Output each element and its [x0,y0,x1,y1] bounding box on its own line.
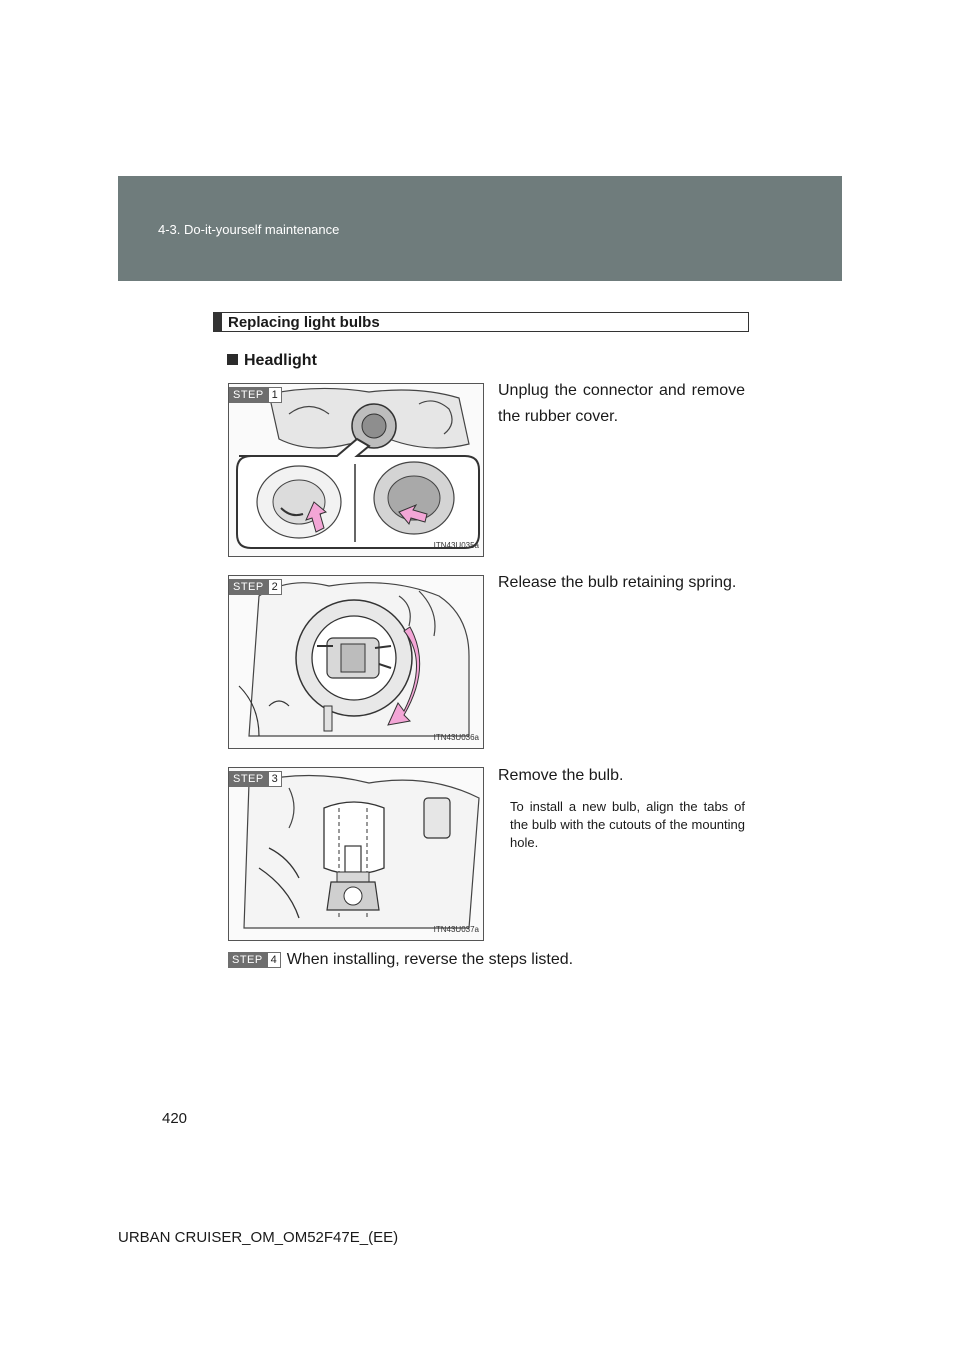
step-1-text: Unplug the connector and remove the rubber cover. [498,382,745,425]
step-number: 1 [268,387,282,403]
step-3-figure [228,767,484,941]
subheading-text: Headlight [244,352,317,369]
step-2-badge [229,579,282,595]
step-3-badge [229,771,282,787]
header-band [118,176,842,281]
step-label: STEP [228,952,267,968]
bulb-removal-illustration [229,768,484,941]
headlight-connector-illustration [229,384,484,557]
step-4-text: When installing, reverse the steps listed. [286,951,574,968]
figure-code: ITN43U036a [433,733,479,742]
step-2-text: Release the bulb retaining spring. [498,574,737,591]
step-2-figure [228,575,484,749]
step-4-badge [228,952,281,968]
figure-code: ITN43U037a [433,925,479,934]
step-3-text: Remove the bulb. [498,767,624,784]
step-number: 4 [267,952,281,968]
step-4 [228,951,573,969]
step-label: STEP [229,579,268,595]
square-bullet-icon [227,354,238,365]
step-1-figure [228,383,484,557]
step-number: 3 [268,771,282,787]
section-title-text: Replacing light bulbs [228,314,380,331]
figure-code: ITN43U035a [433,541,479,550]
step-label: STEP [229,387,268,403]
step-number: 2 [268,579,282,595]
page-number: 420 [162,1110,188,1127]
header-section-title: 4-3. Do-it-yourself maintenance [158,222,340,237]
subheading [227,352,317,370]
step-3-note: To install a new bulb, align the tabs of the bulb with the cutouts of the mounting hole. [510,799,745,850]
footer-document-code: URBAN CRUISER_OM_OM52F47E_(EE) [118,1229,399,1246]
step-label: STEP [229,771,268,787]
step-1-badge [229,387,282,403]
bulb-retaining-spring-illustration [229,576,484,749]
section-title [213,312,749,332]
